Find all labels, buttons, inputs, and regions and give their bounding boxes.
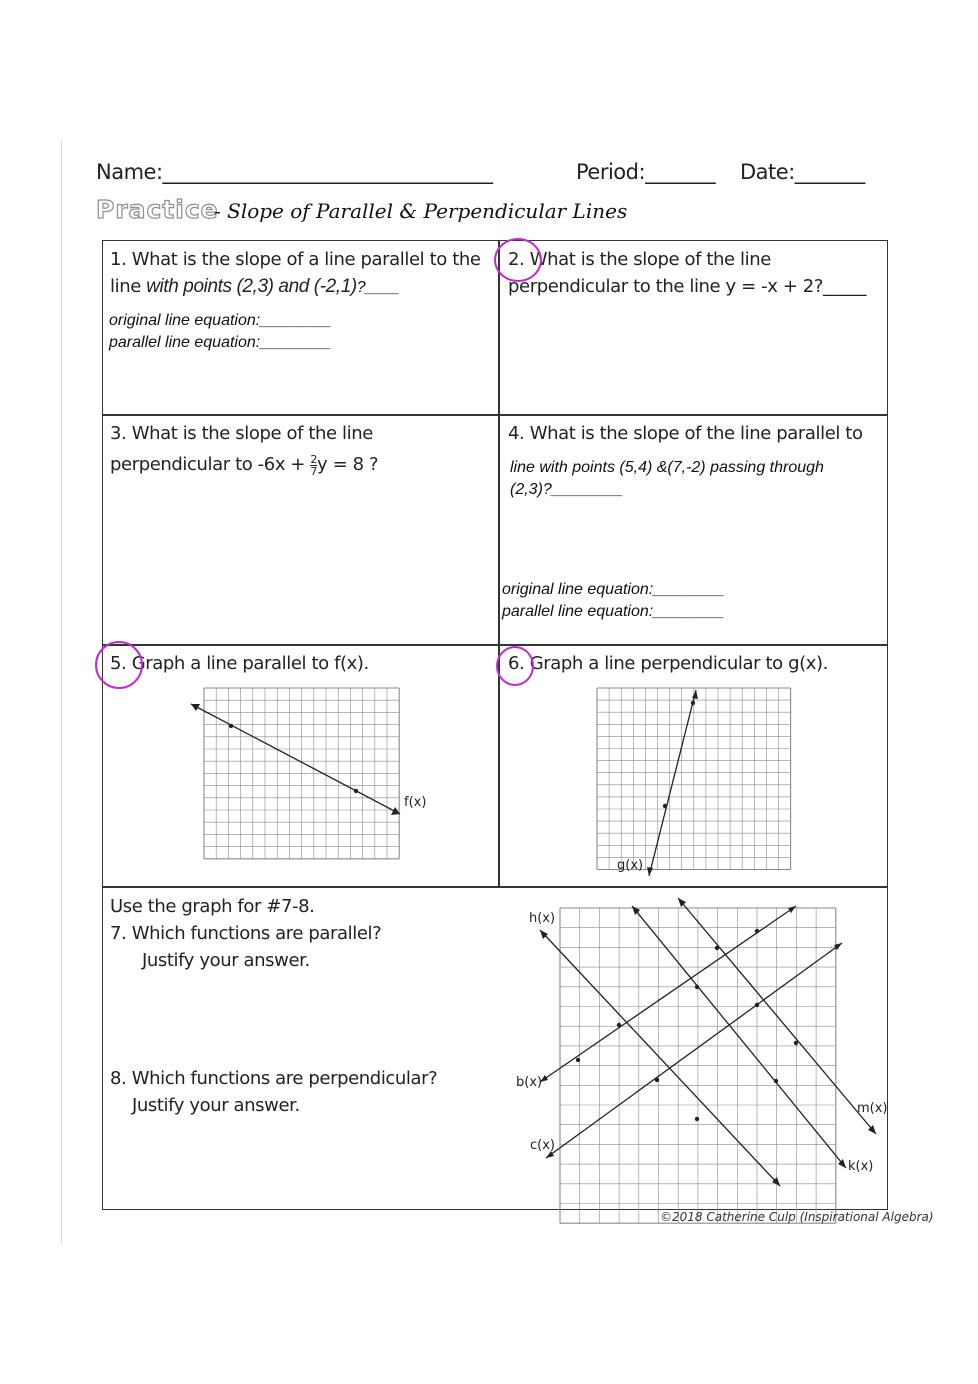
name-blank: _________________________________ [162, 160, 493, 184]
q1-line-word: line [110, 276, 141, 297]
question-4-line1: 4. What is the slope of the line parallel to [508, 423, 863, 444]
q8-line1: 8. Which functions are perpendicular? [110, 1068, 438, 1089]
q3-frac-den: 7 [310, 464, 318, 478]
title-subtitle: - Slope of Parallel & Perpendicular Lines [214, 199, 628, 223]
kx-point-1 [695, 985, 699, 989]
q3-frac-num: 2 [310, 452, 318, 466]
q78-grid [560, 908, 836, 1223]
period-blank: _______ [645, 160, 716, 184]
cx-arrow-end [834, 943, 842, 950]
kx-label: k(x) [848, 1159, 874, 1174]
q1-parallel-equation[interactable]: parallel line equation:________ [109, 334, 332, 351]
q6-number: 6. [508, 653, 525, 674]
cx-point-1 [655, 1078, 659, 1082]
q4-line2: line with points (5,4) &(7,-2) passing through [510, 459, 824, 476]
bx-label: b(x) [516, 1075, 543, 1090]
hx-point-2 [695, 1117, 699, 1121]
mx-point-1 [715, 946, 719, 950]
date-blank: _______ [794, 160, 865, 184]
cx-label: c(x) [530, 1138, 555, 1153]
q3-line1: 3. What is the slope of the line [110, 423, 373, 444]
gx-label: g(x) [617, 858, 644, 873]
q6-text: Graph a line perpendicular to g(x). [529, 653, 828, 674]
q1-line1: 1. What is the slope of a line parallel to the [110, 249, 481, 270]
q4-parallel-equation[interactable]: parallel line equation:________ [502, 603, 725, 620]
q1-original-equation[interactable]: original line equation:________ [109, 312, 332, 329]
title-practice: Practice [96, 195, 219, 224]
q78-intro: Use the graph for #7-8. [110, 896, 315, 917]
q8-line2: Justify your answer. [132, 1095, 300, 1116]
q4-original-equation[interactable]: original line equation:________ [502, 581, 725, 598]
q2-line1: What is the slope of the line [529, 249, 771, 270]
cx-point-2 [755, 1003, 759, 1007]
q3-equation-start: perpendicular to -6x + [110, 454, 306, 475]
q1-answer-blank[interactable]: ?____ [356, 279, 400, 296]
kx-point-2 [774, 1079, 778, 1083]
fx-label: f(x) [404, 795, 427, 810]
date-label: Date: [740, 160, 795, 184]
q1-points: with points (2,3) and (-2,1) [146, 276, 357, 297]
q3-equation-end: y = 8 ? [317, 454, 379, 475]
q7-line1: 7. Which functions are parallel? [110, 923, 382, 944]
q7-line2: Justify your answer. [142, 950, 310, 971]
mx-label: m(x) [857, 1101, 888, 1116]
bx-point-1 [576, 1058, 580, 1062]
q5-number: 5. [110, 653, 127, 674]
q4-line3[interactable]: (2,3)?________ [510, 481, 623, 498]
bx-point-2 [755, 929, 759, 933]
cx-line [546, 943, 842, 1158]
bx-arrow-end [788, 906, 796, 913]
q2-line2: perpendicular to the line y = -x + 2?_____ [508, 276, 867, 297]
name-label: Name: [96, 160, 163, 184]
mx-point-2 [794, 1041, 798, 1045]
copyright-footer: ©2018 Catherine Culp (Inspirational Algebra) [660, 1210, 934, 1224]
q2-number: 2. [508, 249, 525, 270]
q5-text: Graph a line parallel to f(x). [131, 653, 369, 674]
hx-label: h(x) [529, 911, 556, 926]
period-label: Period: [576, 160, 646, 184]
